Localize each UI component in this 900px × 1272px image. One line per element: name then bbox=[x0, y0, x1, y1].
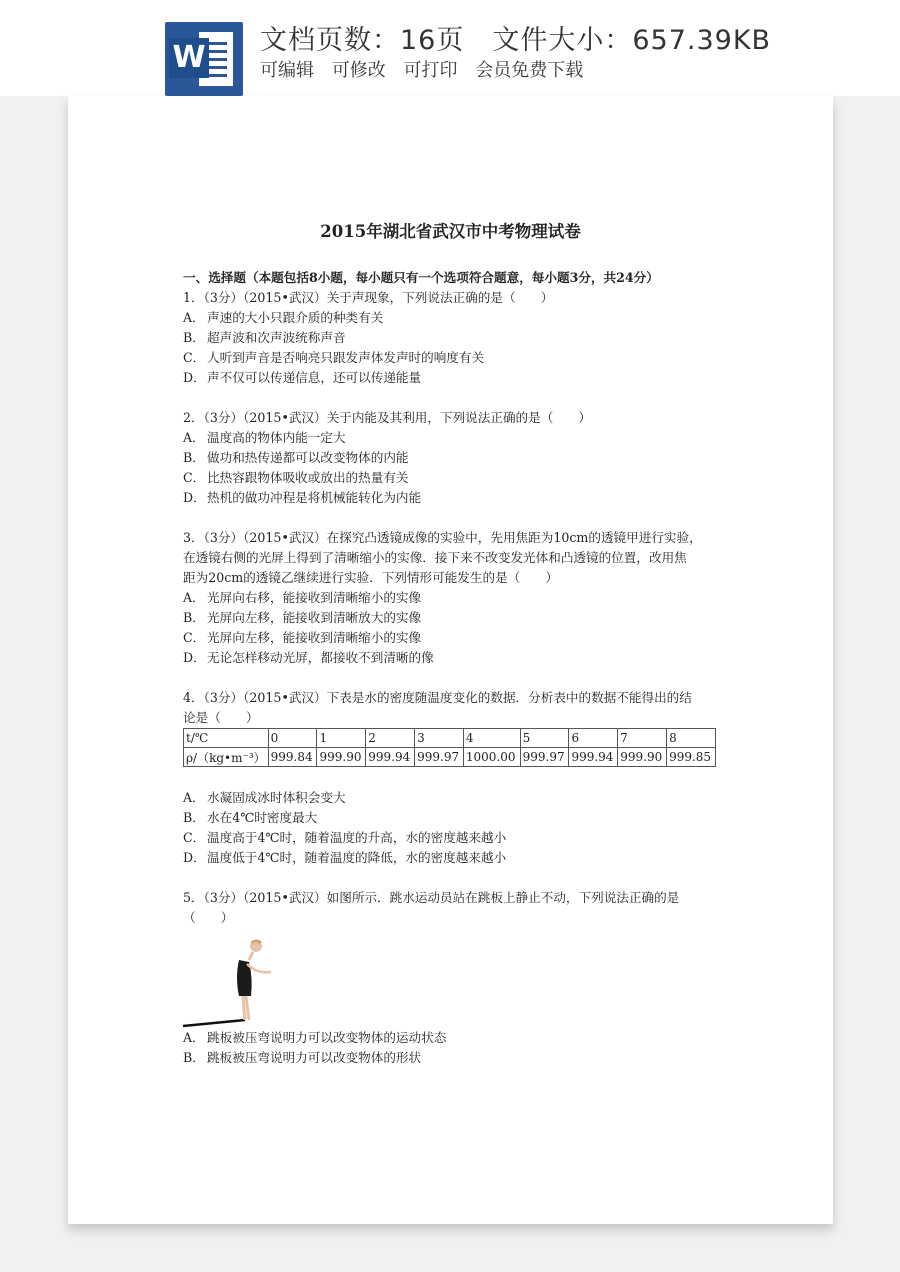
table-cell: 999.97 bbox=[415, 748, 464, 767]
table-cell: 999.90 bbox=[618, 748, 667, 767]
question-1-stem: 1．（3分）（2015•武汉）关于声现象，下列说法正确的是（ ） bbox=[183, 290, 554, 305]
question-3-option-a: A． 光屏向右移，能接收到清晰缩小的实像 bbox=[183, 590, 422, 605]
table-cell: 999.85 bbox=[667, 748, 716, 767]
table-cell: 2 bbox=[366, 729, 415, 748]
file-info bbox=[260, 18, 771, 57]
question-4-stem-line-2: 论是（ ） bbox=[183, 710, 259, 725]
question-1-option-c: C． 人听到声音是否响亮只跟发声体发声时的响度有关 bbox=[183, 350, 485, 365]
table-cell: 999.84 bbox=[268, 748, 317, 767]
download-banner bbox=[0, 0, 900, 96]
question-5-option-b: B． 跳板被压弯说明力可以改变物体的形状 bbox=[183, 1050, 422, 1065]
question-3-option-c: C． 光屏向左移，能接收到清晰缩小的实像 bbox=[183, 630, 422, 645]
question-2-stem: 2．（3分）（2015•武汉）关于内能及其利用，下列说法正确的是（ ） bbox=[183, 410, 592, 425]
exam-title: 2015年湖北省武汉市中考物理试卷 bbox=[320, 222, 581, 241]
question-3-option-b: B． 光屏向左移，能接收到清晰放大的实像 bbox=[183, 610, 422, 625]
table-cell: 999.94 bbox=[366, 748, 415, 767]
page-count-label: 文档页数：16页 bbox=[260, 25, 465, 56]
question-1-option-d: D．声不仅可以传递信息，还可以传递能量 bbox=[183, 370, 422, 385]
question-5-stem-line-1: 5．（3分）（2015•武汉）如图所示．跳水运动员站在跳板上静止不动，下列说法正确的是 bbox=[183, 890, 680, 905]
document-page bbox=[68, 96, 833, 1224]
feature-printable: 可打印 bbox=[403, 60, 458, 81]
table-cell: 999.97 bbox=[520, 748, 569, 767]
table-cell: t/℃ bbox=[184, 729, 269, 748]
table-cell: 1 bbox=[317, 729, 366, 748]
feature-modifiable: 可修改 bbox=[331, 60, 386, 81]
water-density-table bbox=[183, 728, 716, 767]
question-2-option-a: A． 温度高的物体内能一定大 bbox=[183, 430, 346, 445]
question-3-stem-line-1: 3．（3分）（2015•武汉）在探究凸透镜成像的实验中，先用焦距为10cm的透镜甲进行实验， bbox=[183, 530, 702, 545]
table-row-temperature bbox=[184, 729, 716, 748]
diver-on-springboard-figure bbox=[183, 934, 283, 1030]
question-3-stem-line-3: 距为20cm的透镜乙继续进行实验．下列情形可能发生的是（ ） bbox=[183, 570, 559, 585]
question-2-option-d: D．热机的做功冲程是将机械能转化为内能 bbox=[183, 490, 422, 505]
question-4-option-c: C． 温度高于4℃时，随着温度的升高，水的密度越来越小 bbox=[183, 830, 507, 845]
table-row-density bbox=[184, 748, 716, 767]
feature-member-download: 会员免费下载 bbox=[475, 60, 584, 81]
table-cell: 7 bbox=[618, 729, 667, 748]
table-cell: 1000.00 bbox=[463, 748, 520, 767]
table-cell: 6 bbox=[569, 729, 618, 748]
question-2-option-c: C． 比热容跟物体吸收或放出的热量有关 bbox=[183, 470, 409, 485]
table-cell: 0 bbox=[268, 729, 317, 748]
table-cell: 4 bbox=[463, 729, 520, 748]
question-1-option-a: A． 声速的大小只跟介质的种类有关 bbox=[183, 310, 384, 325]
question-5-option-a: A． 跳板被压弯说明力可以改变物体的运动状态 bbox=[183, 1030, 447, 1045]
table-cell: 5 bbox=[520, 729, 569, 748]
question-4-option-a: A． 水凝固成冰时体积会变大 bbox=[183, 790, 346, 805]
file-size-label: 文件大小：657.39KB bbox=[492, 25, 772, 56]
table-cell: 999.94 bbox=[569, 748, 618, 767]
section-heading: 一、选择题（本题包括8小题，每小题只有一个选项符合题意，每小题3分，共24分） bbox=[183, 270, 659, 285]
question-3-stem-line-2: 在透镜右侧的光屏上得到了清晰缩小的实像．接下来不改变发光体和凸透镜的位置，改用焦 bbox=[183, 550, 687, 565]
feature-editable: 可编辑 bbox=[260, 60, 314, 81]
word-icon-letter: W bbox=[169, 38, 209, 78]
feature-list bbox=[260, 56, 591, 82]
word-document-icon bbox=[165, 22, 243, 96]
table-cell: 3 bbox=[415, 729, 464, 748]
question-1-option-b: B． 超声波和次声波统称声音 bbox=[183, 330, 346, 345]
question-4-stem-line-1: 4．（3分）（2015•武汉）下表是水的密度随温度变化的数据．分析表中的数据不能得出的结 bbox=[183, 690, 692, 705]
table-cell: 8 bbox=[667, 729, 716, 748]
table-cell: 999.90 bbox=[317, 748, 366, 767]
table-cell: ρ/（kg•m⁻³） bbox=[184, 748, 269, 767]
question-5-stem-line-2: （ ） bbox=[183, 910, 234, 925]
question-2-option-b: B． 做功和热传递都可以改变物体的内能 bbox=[183, 450, 409, 465]
question-3-option-d: D．无论怎样移动光屏，都接收不到清晰的像 bbox=[183, 650, 434, 665]
question-4-option-b: B． 水在4℃时密度最大 bbox=[183, 810, 318, 825]
question-4-option-d: D．温度低于4℃时，随着温度的降低，水的密度越来越小 bbox=[183, 850, 507, 865]
